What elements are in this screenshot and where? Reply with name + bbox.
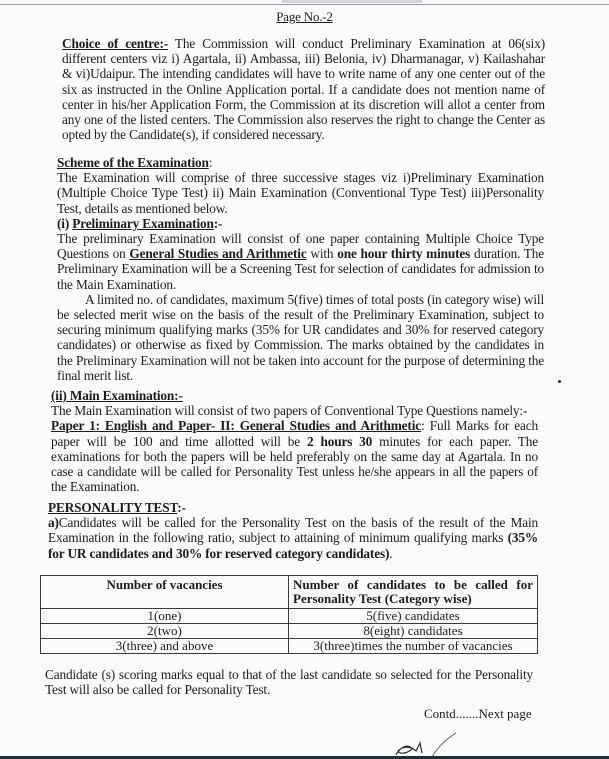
personality-bold-text: (35% for UR candidates and 30% for reserved category candidates) bbox=[48, 530, 538, 561]
main-exam-intro: The Main Examination will consist of two papers of Conventional Type Questions namely:- bbox=[51, 403, 528, 419]
personality-test-section bbox=[48, 500, 538, 561]
preliminary-heading-suffix: :- bbox=[213, 215, 223, 231]
preliminary-prefix: (i) bbox=[57, 215, 73, 231]
personality-item-label: a) bbox=[48, 515, 59, 531]
table-cell: 1(one) bbox=[41, 609, 289, 624]
main-exam-papers: Paper 1: English and Paper- II: General Studies and Arithmetic bbox=[51, 418, 422, 434]
scheme-heading-suffix: : bbox=[208, 155, 213, 170]
table-header-candidates: Number of candidates to be called for Personality Test (Category wise) bbox=[289, 576, 538, 609]
table-row bbox=[41, 609, 538, 624]
table-cell: 2(two) bbox=[41, 624, 289, 639]
scheme-text: The Examination will comprise of three successive stages viz i)Preliminary Examination (Multiple Choice Type Test) ii) Main Examination (Conventional Type Test) iii)Personality Test, details as mentioned below. bbox=[57, 170, 544, 216]
continued-label: Contd.......Next page bbox=[424, 706, 532, 721]
preliminary-text bbox=[57, 231, 544, 292]
personality-heading-suffix: :- bbox=[177, 500, 186, 515]
choice-of-centre-section bbox=[62, 36, 545, 142]
personality-test-text bbox=[48, 515, 538, 561]
scheme-heading: Scheme of the Examination bbox=[57, 155, 209, 170]
main-exam-section bbox=[51, 388, 538, 494]
main-exam-text-2: minutes for each paper. The examinations for both the papers will be held preferably on the same day at Agartala. In no case a candidate will be called for Personality Test unless he/she appears in all the papers of the Examination. bbox=[51, 433, 539, 495]
preliminary-text-2: with bbox=[306, 246, 338, 262]
personality-test-heading: PERSONALITY TEST bbox=[48, 500, 178, 515]
signature-icon bbox=[390, 727, 470, 759]
personality-text: Candidates will be called for the Personality Test on the basis of the result of the Main Examination in the following ratio, subject to attaining of minimum qualifying marks bbox=[48, 515, 538, 546]
preliminary-subject: General Studies and Arithmetic bbox=[129, 246, 307, 262]
table-header-row bbox=[41, 576, 538, 609]
preliminary-heading: Preliminary Examination bbox=[72, 215, 214, 231]
preliminary-duration: one hour thirty minutes bbox=[337, 246, 471, 262]
table-row bbox=[41, 624, 538, 639]
personality-end: . bbox=[389, 545, 393, 561]
table-cell: 5(five) candidates bbox=[289, 609, 538, 624]
personality-ratio-table bbox=[40, 575, 538, 654]
tie-note: Candidate (s) scoring marks equal to that of the last candidate so selected for the Personality Test will also be called for Personality Test. bbox=[45, 667, 533, 698]
preliminary-heading-line bbox=[57, 216, 544, 231]
choice-of-centre-heading: Choice of centre:- bbox=[62, 36, 169, 51]
scheme-section bbox=[57, 155, 544, 383]
main-exam-heading: (ii) Main Examination:- bbox=[51, 388, 183, 403]
table-header-vacancies: Number of vacancies bbox=[41, 576, 289, 609]
top-scroll-tab bbox=[282, 0, 422, 3]
choice-of-centre-text: The Commission will conduct Preliminary Examination at 06(six) different centers viz i) Agartala, ii) Ambassa, iii) Belonia, iv) Dharmanagar, v) Kailashahar & vi)Udaipur. The intending candidates will have to write name of any one center out of the six as instructed in the Online Application portal. If a candidate does not mention name of center in his/her Application Form, the Commission at its discretion will allot a center from any one of the listed centers. The Commission also reserves the right to change the Center as opted by the Candidate(s), if considered necessary. bbox=[62, 36, 545, 143]
main-exam-text-1: : Full Marks for each paper will be 100 and time allotted will be bbox=[51, 418, 538, 449]
table-row bbox=[41, 639, 538, 654]
table-cell: 3(three) and above bbox=[41, 639, 289, 654]
preliminary-text-3: duration. The Preliminary Examination will be a Screening Test for selection of candidates for admission to the Main Examination. bbox=[57, 246, 545, 292]
preliminary-selection-text: A limited no. of candidates, maximum 5(five) times of total posts (in category wise) will be selected merit wise on the basis of the result of the Preliminary Examination, subject to securing minimum qualifying marks (35% for UR candidates and 30% for reserved category candidates) or otherwise as fixed by Commission. The marks obtained by the candidates in the Preliminary Examination will not be taken into account for the purpose of determining the final merit list. bbox=[57, 291, 544, 383]
top-divider bbox=[0, 4, 609, 5]
table-cell: 8(eight) candidates bbox=[289, 624, 538, 639]
preliminary-text-1: The preliminary Examination will consist of one paper containing Multiple Choice Type Questions on bbox=[57, 231, 544, 262]
table-cell: 3(three)times the number of vacancies bbox=[289, 639, 538, 654]
page-number: Page No.-2 bbox=[276, 9, 333, 24]
scan-speck bbox=[558, 380, 561, 383]
main-exam-text bbox=[51, 418, 538, 494]
main-exam-time: 2 hours 30 bbox=[307, 433, 373, 449]
